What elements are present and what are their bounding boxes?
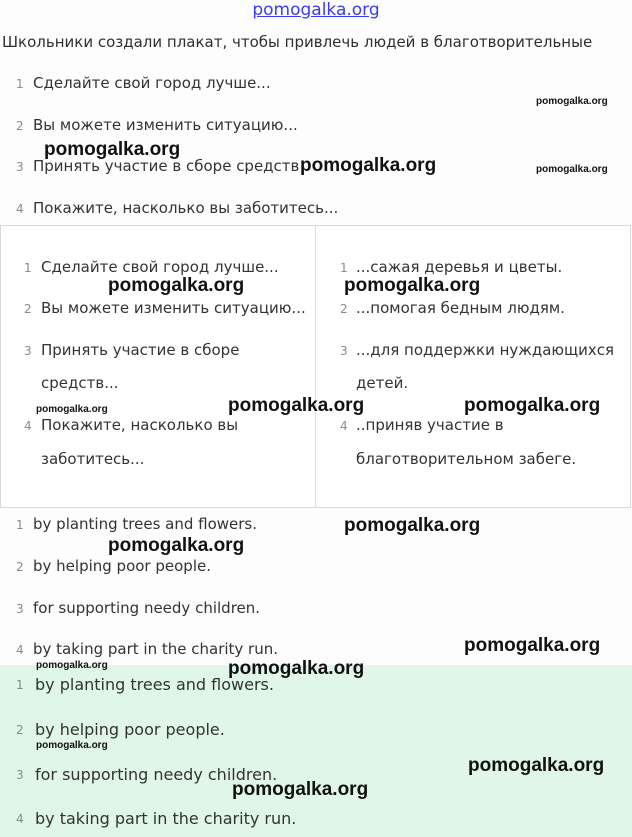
answer-item: by taking part in the charity run. <box>35 809 297 828</box>
watermark: pomogalka.org <box>36 404 108 415</box>
list-number: 3 <box>16 602 24 616</box>
watermark: pomogalka.org <box>344 275 481 296</box>
match-number: 2 <box>340 302 348 316</box>
list-number: 1 <box>16 518 24 532</box>
site-header-link[interactable]: pomogalka.org <box>252 0 380 20</box>
list-number: 3 <box>16 768 24 782</box>
list-item: Принять участие в сборе средств <box>33 157 300 175</box>
watermark: pomogalka.org <box>468 755 605 776</box>
match-left-item-cont: заботитесь... <box>41 450 145 468</box>
watermark: pomogalka.org <box>464 635 601 656</box>
match-right-item: ...помогая бедным людям. <box>356 299 565 317</box>
list-item: Вы можете изменить ситуацию... <box>33 116 298 134</box>
match-right-item: ...для поддержки нуждающихся <box>356 341 615 359</box>
list-item: for supporting needy children. <box>33 599 261 617</box>
answer-item: for supporting needy children. <box>35 765 278 784</box>
list-number: 3 <box>16 160 24 174</box>
intro-text: Школьники создали плакат, чтобы привлечь людей в благотворительные <box>2 33 593 51</box>
match-right-item: ..приняв участие в <box>356 416 504 434</box>
watermark: pomogalka.org <box>108 535 245 556</box>
list-number: 2 <box>16 723 24 737</box>
watermark: pomogalka.org <box>36 660 108 671</box>
watermark: pomogalka.org <box>228 658 365 679</box>
answer-item: by planting trees and flowers. <box>35 675 274 694</box>
list-number: 4 <box>16 202 24 216</box>
match-number: 4 <box>24 419 32 433</box>
list-number: 1 <box>16 77 24 91</box>
watermark: pomogalka.org <box>300 155 437 176</box>
match-left-item-cont: средств... <box>41 374 119 392</box>
list-item: by taking part in the charity run. <box>33 640 279 658</box>
watermark: pomogalka.org <box>44 139 181 160</box>
match-number: 3 <box>24 344 32 358</box>
list-number: 2 <box>16 119 24 133</box>
match-right-item: ...сажая деревья и цветы. <box>356 258 563 276</box>
answer-item: by helping poor people. <box>35 720 225 739</box>
list-number: 2 <box>16 560 24 574</box>
match-number: 1 <box>340 261 348 275</box>
list-number: 4 <box>16 643 24 657</box>
watermark: pomogalka.org <box>344 515 481 536</box>
watermark: pomogalka.org <box>536 96 608 107</box>
watermark: pomogalka.org <box>36 740 108 751</box>
match-number: 1 <box>24 261 32 275</box>
list-number: 1 <box>16 678 24 692</box>
table-divider <box>315 225 316 508</box>
list-item: Сделайте свой город лучше... <box>33 74 271 92</box>
match-number: 4 <box>340 419 348 433</box>
list-item: Покажите, насколько вы заботитесь... <box>33 199 339 217</box>
watermark: pomogalka.org <box>108 275 245 296</box>
list-item: by helping poor people. <box>33 557 211 575</box>
match-right-item-cont: благотворительном забеге. <box>356 450 577 468</box>
watermark: pomogalka.org <box>228 395 365 416</box>
match-right-item-cont: детей. <box>356 374 409 392</box>
match-left-item: Принять участие в сборе <box>41 341 240 359</box>
match-number: 2 <box>24 302 32 316</box>
watermark: pomogalka.org <box>464 395 601 416</box>
watermark: pomogalka.org <box>536 164 608 175</box>
match-left-item: Вы можете изменить ситуацию... <box>41 299 306 317</box>
watermark: pomogalka.org <box>232 779 369 800</box>
match-number: 3 <box>340 344 348 358</box>
match-left-item: Покажите, насколько вы <box>41 416 239 434</box>
list-item: by planting trees and flowers. <box>33 515 258 533</box>
list-number: 4 <box>16 812 24 826</box>
match-left-item: Сделайте свой город лучше... <box>41 258 279 276</box>
